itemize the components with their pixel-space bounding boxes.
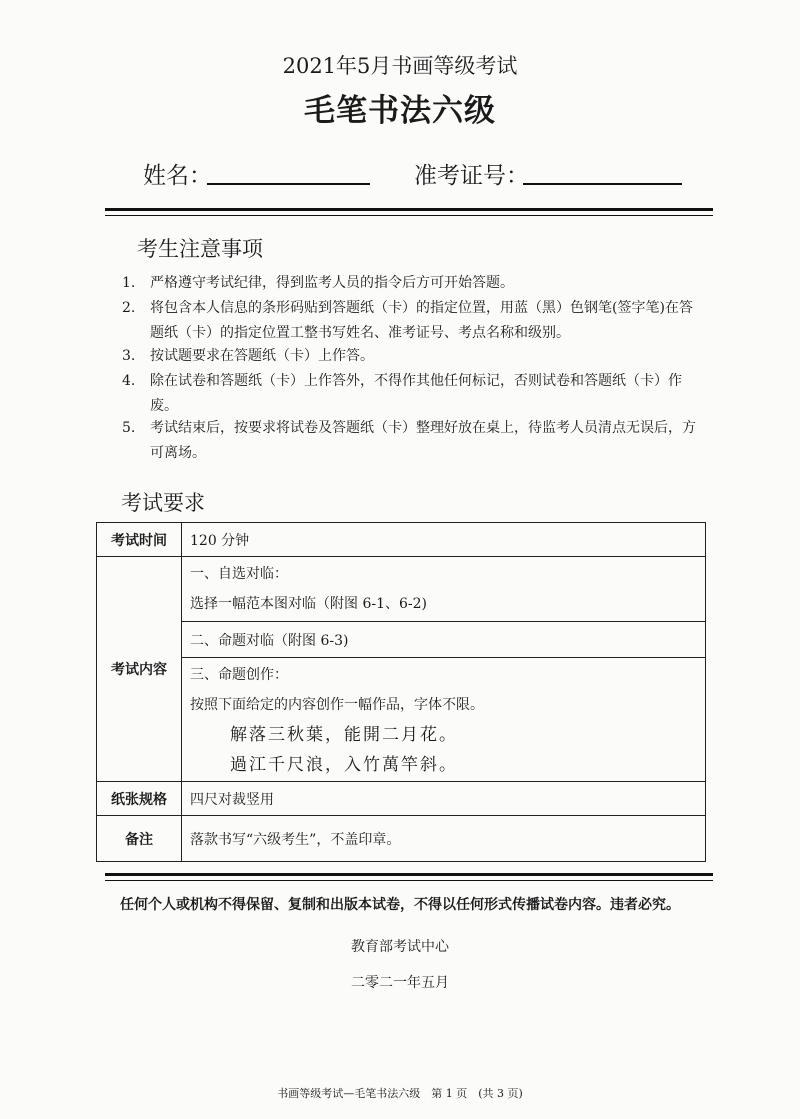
- paper-value: 四尺对裁竖用: [182, 782, 706, 816]
- time-value: 120 分钟: [182, 523, 706, 557]
- content-item-1-text: 选择一幅范本图对临（附图 6-1、6-2): [190, 596, 428, 612]
- poem-line: 過江千尺浪，入竹萬竿斜。: [230, 754, 458, 775]
- requirements-table: [96, 522, 706, 862]
- bottom-divider: [105, 873, 713, 876]
- requirements-title: 考试要求: [121, 491, 205, 515]
- notice-item-number: 3.: [122, 348, 136, 364]
- notice-item-number: 1.: [122, 275, 136, 291]
- content-item-3: [182, 658, 706, 782]
- issue-date: 二零二一年五月: [351, 975, 449, 991]
- notice-item-text: 按试题要求在答题纸（卡）上作答。: [150, 348, 374, 364]
- exam-title: 2021年5月书画等级考试: [282, 54, 518, 78]
- table-row: [97, 557, 706, 622]
- remark-value: 落款书写“六级考生”，不盖印章。: [182, 816, 706, 862]
- content-item-3-text: 按照下面给定的内容创作一幅作品，字体不限。: [190, 696, 484, 713]
- content-item-2: 二、命题对临（附图 6-3): [182, 622, 706, 658]
- table-row: [97, 658, 706, 782]
- notice-title: 考生注意事项: [137, 237, 263, 261]
- notice-item: [122, 369, 697, 419]
- issuer: 教育部考试中心: [351, 939, 449, 955]
- poem-line: 解落三秋葉，能開二月花。: [230, 724, 458, 745]
- name-blank-line: [207, 183, 370, 185]
- content-item-3-title: 三、命题创作：: [190, 666, 288, 683]
- exam-id-label: 准考证号：: [414, 163, 529, 189]
- notice-item-text: 严格遵守考试纪律，得到监考人员的指令后方可开始答题。: [150, 275, 514, 291]
- content-item-1-title: 一、自选对临：: [190, 566, 288, 582]
- notice-item-number: 4.: [122, 373, 136, 389]
- copyright-notice: 任何个人或机构不得保留、复制和出版本试卷，不得以任何形式传播试卷内容。违者必究。: [120, 897, 680, 913]
- name-label: 姓名：: [143, 163, 212, 189]
- notice-item-number: 5.: [122, 420, 136, 436]
- time-label: 考试时间: [97, 523, 182, 557]
- table-row: [97, 782, 706, 816]
- table-row: [97, 622, 706, 658]
- subject-title: 毛笔书法六级: [304, 93, 496, 129]
- paper-label: 纸张规格: [97, 782, 182, 816]
- content-item-1: [182, 557, 706, 622]
- exam-id-blank-line: [523, 183, 682, 185]
- notice-item-number: 2.: [122, 300, 136, 316]
- bottom-divider-thin: [105, 880, 713, 881]
- remark-label: 备注: [97, 816, 182, 862]
- top-divider-thin: [105, 215, 713, 216]
- notice-item-text: 将包含本人信息的条形码贴到答题纸（卡）的指定位置，用蓝（黑）色钢笔(签字笔)在答题纸（卡）的指定位置工整书写姓名、准考证号、考点名称和级别。: [150, 300, 693, 341]
- notice-item: [122, 416, 697, 466]
- table-row: [97, 816, 706, 862]
- table-row: [97, 523, 706, 557]
- page-footer: 书画等级考试—毛笔书法六级 第 1 页 (共 3 页): [277, 1087, 523, 1100]
- top-divider: [105, 208, 713, 211]
- notice-item: [122, 296, 697, 346]
- notice-item: [122, 271, 697, 296]
- notice-item: [122, 344, 697, 369]
- notice-item-text: 考试结束后，按要求将试卷及答题纸（卡）整理好放在桌上，待监考人员清点无误后，方可离场。: [150, 420, 696, 461]
- notice-item-text: 除在试卷和答题纸（卡）上作答外，不得作其他任何标记，否则试卷和答题纸（卡）作废。: [150, 373, 682, 414]
- content-label: 考试内容: [97, 557, 182, 782]
